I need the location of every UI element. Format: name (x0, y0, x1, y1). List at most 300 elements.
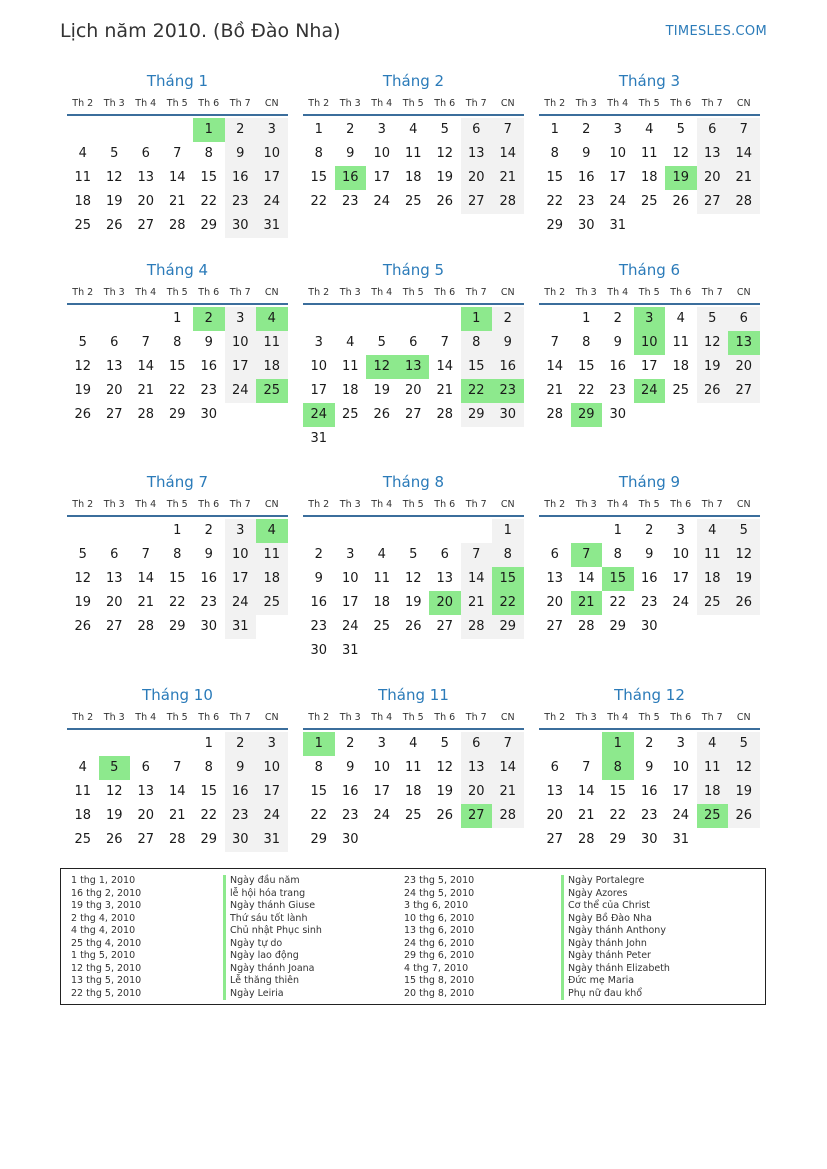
day-cell[interactable]: 27 (404, 407, 422, 422)
day-cell[interactable]: 21 (436, 383, 454, 398)
day-cell[interactable]: 28 (168, 218, 186, 233)
day-cell[interactable]: 11 (256, 331, 288, 355)
day-cell[interactable]: 9 (204, 335, 213, 350)
day-cell[interactable]: 17 (341, 595, 359, 610)
day-cell[interactable]: 7 (173, 146, 182, 161)
day-cell[interactable]: 18 (404, 170, 422, 185)
day-cell[interactable]: 7 (141, 335, 150, 350)
day-cell[interactable]: 11 (697, 543, 729, 567)
day-cell[interactable]: 9 (645, 760, 654, 775)
day-cell[interactable]: 9 (225, 142, 257, 166)
day-cell[interactable]: 14 (492, 756, 524, 780)
day-cell[interactable]: 14 (168, 784, 186, 799)
day-cell[interactable]: 16 (225, 166, 257, 190)
day-cell[interactable]: 14 (168, 170, 186, 185)
day-cell[interactable]: 2 (225, 118, 257, 142)
day-cell[interactable]: 22 (609, 808, 627, 823)
day-cell[interactable]: 12 (697, 331, 729, 355)
day-cell[interactable]: 12 (728, 756, 760, 780)
day-cell[interactable]: 31 (225, 615, 257, 639)
holiday-day-cell[interactable]: 12 (366, 355, 398, 379)
day-cell[interactable]: 19 (697, 355, 729, 379)
day-cell[interactable]: 27 (728, 379, 760, 403)
day-cell[interactable]: 8 (204, 146, 213, 161)
day-cell[interactable]: 8 (173, 335, 182, 350)
day-cell[interactable]: 29 (310, 832, 328, 847)
day-cell[interactable]: 23 (640, 808, 658, 823)
day-cell[interactable]: 22 (310, 194, 328, 209)
day-cell[interactable]: 8 (204, 760, 213, 775)
day-cell[interactable]: 30 (640, 832, 658, 847)
day-cell[interactable]: 15 (200, 170, 218, 185)
day-cell[interactable]: 20 (105, 595, 123, 610)
day-cell[interactable]: 17 (256, 780, 288, 804)
day-cell[interactable]: 30 (341, 832, 359, 847)
day-cell[interactable]: 30 (200, 407, 218, 422)
day-cell[interactable]: 22 (168, 595, 186, 610)
day-cell[interactable]: 27 (105, 619, 123, 634)
holiday-day-cell[interactable]: 29 (571, 403, 603, 427)
day-cell[interactable]: 8 (461, 331, 493, 355)
day-cell[interactable]: 13 (546, 784, 564, 799)
day-cell[interactable]: 9 (346, 146, 355, 161)
day-cell[interactable]: 19 (105, 808, 123, 823)
day-cell[interactable]: 21 (492, 166, 524, 190)
day-cell[interactable]: 6 (697, 118, 729, 142)
day-cell[interactable]: 28 (436, 407, 454, 422)
day-cell[interactable]: 5 (440, 736, 449, 751)
day-cell[interactable]: 3 (377, 122, 386, 137)
holiday-day-cell[interactable]: 25 (256, 379, 288, 403)
day-cell[interactable]: 2 (613, 311, 622, 326)
day-cell[interactable]: 12 (105, 784, 123, 799)
day-cell[interactable]: 19 (728, 780, 760, 804)
day-cell[interactable]: 3 (314, 335, 323, 350)
day-cell[interactable]: 1 (204, 736, 213, 751)
day-cell[interactable]: 4 (346, 335, 355, 350)
day-cell[interactable]: 11 (74, 170, 92, 185)
day-cell[interactable]: 17 (640, 359, 658, 374)
day-cell[interactable]: 10 (373, 760, 391, 775)
day-cell[interactable]: 10 (256, 142, 288, 166)
day-cell[interactable]: 22 (200, 194, 218, 209)
day-cell[interactable]: 27 (137, 218, 155, 233)
day-cell[interactable]: 28 (546, 407, 564, 422)
day-cell[interactable]: 11 (697, 756, 729, 780)
day-cell[interactable]: 1 (582, 311, 591, 326)
day-cell[interactable]: 2 (346, 122, 355, 137)
day-cell[interactable]: 7 (582, 760, 591, 775)
day-cell[interactable]: 21 (546, 383, 564, 398)
day-cell[interactable]: 21 (577, 808, 595, 823)
day-cell[interactable]: 9 (346, 760, 355, 775)
day-cell[interactable]: 24 (341, 619, 359, 634)
day-cell[interactable]: 23 (310, 619, 328, 634)
day-cell[interactable]: 3 (676, 523, 685, 538)
day-cell[interactable]: 9 (204, 547, 213, 562)
day-cell[interactable]: 23 (225, 804, 257, 828)
day-cell[interactable]: 20 (137, 808, 155, 823)
day-cell[interactable]: 5 (676, 122, 685, 137)
day-cell[interactable]: 19 (404, 595, 422, 610)
day-cell[interactable]: 4 (676, 311, 685, 326)
day-cell[interactable]: 13 (461, 142, 493, 166)
day-cell[interactable]: 2 (204, 523, 213, 538)
day-cell[interactable]: 14 (728, 142, 760, 166)
holiday-day-cell[interactable]: 20 (429, 591, 461, 615)
day-cell[interactable]: 16 (640, 784, 658, 799)
day-cell[interactable]: 5 (78, 547, 87, 562)
day-cell[interactable]: 29 (200, 218, 218, 233)
day-cell[interactable]: 25 (74, 832, 92, 847)
day-cell[interactable]: 10 (256, 756, 288, 780)
day-cell[interactable]: 25 (672, 383, 690, 398)
day-cell[interactable]: 1 (314, 122, 323, 137)
day-cell[interactable]: 4 (697, 519, 729, 543)
day-cell[interactable]: 6 (550, 760, 559, 775)
day-cell[interactable]: 15 (310, 784, 328, 799)
day-cell[interactable]: 13 (137, 170, 155, 185)
day-cell[interactable]: 19 (74, 595, 92, 610)
day-cell[interactable]: 16 (492, 355, 524, 379)
day-cell[interactable]: 24 (373, 194, 391, 209)
day-cell[interactable]: 23 (640, 595, 658, 610)
day-cell[interactable]: 20 (461, 780, 493, 804)
day-cell[interactable]: 10 (609, 146, 627, 161)
day-cell[interactable]: 23 (609, 383, 627, 398)
day-cell[interactable]: 20 (461, 166, 493, 190)
day-cell[interactable]: 27 (137, 832, 155, 847)
day-cell[interactable]: 3 (613, 122, 622, 137)
day-cell[interactable]: 14 (577, 571, 595, 586)
day-cell[interactable]: 6 (141, 146, 150, 161)
day-cell[interactable]: 4 (697, 732, 729, 756)
holiday-day-cell[interactable]: 22 (492, 591, 524, 615)
day-cell[interactable]: 3 (346, 547, 355, 562)
day-cell[interactable]: 28 (577, 832, 595, 847)
day-cell[interactable]: 14 (137, 571, 155, 586)
holiday-day-cell[interactable]: 4 (256, 519, 288, 543)
day-cell[interactable]: 30 (200, 619, 218, 634)
holiday-day-cell[interactable]: 1 (193, 118, 225, 142)
day-cell[interactable]: 24 (672, 595, 690, 610)
day-cell[interactable]: 21 (728, 166, 760, 190)
day-cell[interactable]: 9 (225, 756, 257, 780)
day-cell[interactable]: 17 (373, 170, 391, 185)
day-cell[interactable]: 19 (436, 784, 454, 799)
day-cell[interactable]: 26 (436, 194, 454, 209)
day-cell[interactable]: 25 (74, 218, 92, 233)
day-cell[interactable]: 29 (200, 832, 218, 847)
day-cell[interactable]: 13 (546, 571, 564, 586)
day-cell[interactable]: 26 (672, 194, 690, 209)
day-cell[interactable]: 28 (728, 190, 760, 214)
day-cell[interactable]: 24 (225, 379, 257, 403)
day-cell[interactable]: 8 (173, 547, 182, 562)
day-cell[interactable]: 28 (492, 190, 524, 214)
day-cell[interactable]: 9 (645, 547, 654, 562)
day-cell[interactable]: 11 (404, 146, 422, 161)
day-cell[interactable]: 20 (546, 808, 564, 823)
day-cell[interactable]: 25 (341, 407, 359, 422)
day-cell[interactable]: 25 (404, 808, 422, 823)
day-cell[interactable]: 29 (546, 218, 564, 233)
day-cell[interactable]: 21 (137, 383, 155, 398)
day-cell[interactable]: 12 (672, 146, 690, 161)
day-cell[interactable]: 3 (256, 732, 288, 756)
day-cell[interactable]: 7 (440, 335, 449, 350)
day-cell[interactable]: 24 (225, 591, 257, 615)
day-cell[interactable]: 23 (200, 595, 218, 610)
day-cell[interactable]: 2 (314, 547, 323, 562)
day-cell[interactable]: 18 (697, 567, 729, 591)
day-cell[interactable]: 28 (137, 619, 155, 634)
holiday-day-cell[interactable]: 8 (602, 756, 634, 780)
day-cell[interactable]: 15 (310, 170, 328, 185)
holiday-day-cell[interactable]: 7 (571, 543, 603, 567)
day-cell[interactable]: 18 (640, 170, 658, 185)
day-cell[interactable]: 18 (373, 595, 391, 610)
day-cell[interactable]: 29 (168, 407, 186, 422)
day-cell[interactable]: 26 (74, 407, 92, 422)
holiday-day-cell[interactable]: 4 (256, 307, 288, 331)
day-cell[interactable]: 23 (341, 194, 359, 209)
day-cell[interactable]: 26 (436, 808, 454, 823)
day-cell[interactable]: 17 (256, 166, 288, 190)
day-cell[interactable]: 20 (728, 355, 760, 379)
day-cell[interactable]: 11 (341, 359, 359, 374)
day-cell[interactable]: 4 (78, 760, 87, 775)
holiday-day-cell[interactable]: 24 (634, 379, 666, 403)
day-cell[interactable]: 16 (200, 571, 218, 586)
holiday-day-cell[interactable]: 22 (461, 379, 493, 403)
day-cell[interactable]: 16 (225, 780, 257, 804)
day-cell[interactable]: 25 (373, 619, 391, 634)
day-cell[interactable]: 9 (613, 335, 622, 350)
day-cell[interactable]: 16 (609, 359, 627, 374)
day-cell[interactable]: 14 (436, 359, 454, 374)
day-cell[interactable]: 14 (492, 142, 524, 166)
holiday-day-cell[interactable]: 13 (728, 331, 760, 355)
day-cell[interactable]: 4 (409, 122, 418, 137)
day-cell[interactable]: 3 (225, 519, 257, 543)
day-cell[interactable]: 11 (256, 543, 288, 567)
day-cell[interactable]: 17 (225, 567, 257, 591)
day-cell[interactable]: 10 (341, 571, 359, 586)
day-cell[interactable]: 9 (582, 146, 591, 161)
day-cell[interactable]: 10 (225, 543, 257, 567)
day-cell[interactable]: 20 (137, 194, 155, 209)
holiday-day-cell[interactable]: 21 (571, 591, 603, 615)
day-cell[interactable]: 26 (74, 619, 92, 634)
day-cell[interactable]: 24 (373, 808, 391, 823)
day-cell[interactable]: 15 (168, 571, 186, 586)
day-cell[interactable]: 31 (256, 828, 288, 852)
day-cell[interactable]: 7 (173, 760, 182, 775)
day-cell[interactable]: 31 (609, 218, 627, 233)
holiday-day-cell[interactable]: 27 (461, 804, 493, 828)
day-cell[interactable]: 9 (314, 571, 323, 586)
day-cell[interactable]: 26 (404, 619, 422, 634)
day-cell[interactable]: 11 (640, 146, 658, 161)
day-cell[interactable]: 25 (256, 591, 288, 615)
day-cell[interactable]: 19 (373, 383, 391, 398)
day-cell[interactable]: 4 (409, 736, 418, 751)
day-cell[interactable]: 24 (609, 194, 627, 209)
day-cell[interactable]: 15 (200, 784, 218, 799)
day-cell[interactable]: 23 (577, 194, 595, 209)
day-cell[interactable]: 8 (613, 547, 622, 562)
day-cell[interactable]: 30 (492, 403, 524, 427)
day-cell[interactable]: 8 (492, 543, 524, 567)
day-cell[interactable]: 13 (105, 571, 123, 586)
day-cell[interactable]: 21 (492, 780, 524, 804)
day-cell[interactable]: 12 (74, 359, 92, 374)
day-cell[interactable]: 7 (550, 335, 559, 350)
day-cell[interactable]: 14 (461, 567, 493, 591)
day-cell[interactable]: 26 (373, 407, 391, 422)
site-logo[interactable]: TIMESLES.COM (665, 24, 767, 39)
day-cell[interactable]: 27 (105, 407, 123, 422)
day-cell[interactable]: 11 (672, 335, 690, 350)
day-cell[interactable]: 5 (78, 335, 87, 350)
day-cell[interactable]: 2 (492, 307, 524, 331)
day-cell[interactable]: 3 (225, 307, 257, 331)
day-cell[interactable]: 31 (341, 643, 359, 658)
day-cell[interactable]: 12 (404, 571, 422, 586)
day-cell[interactable]: 6 (141, 760, 150, 775)
day-cell[interactable]: 9 (492, 331, 524, 355)
day-cell[interactable]: 1 (550, 122, 559, 137)
holiday-day-cell[interactable]: 5 (99, 756, 131, 780)
day-cell[interactable]: 22 (310, 808, 328, 823)
day-cell[interactable]: 30 (577, 218, 595, 233)
day-cell[interactable]: 27 (461, 190, 493, 214)
day-cell[interactable]: 15 (546, 170, 564, 185)
day-cell[interactable]: 10 (672, 760, 690, 775)
day-cell[interactable]: 29 (609, 832, 627, 847)
day-cell[interactable]: 31 (310, 431, 328, 446)
day-cell[interactable]: 20 (697, 166, 729, 190)
holiday-day-cell[interactable]: 24 (303, 403, 335, 427)
day-cell[interactable]: 5 (728, 732, 760, 756)
day-cell[interactable]: 1 (173, 311, 182, 326)
day-cell[interactable]: 14 (137, 359, 155, 374)
day-cell[interactable]: 11 (404, 760, 422, 775)
day-cell[interactable]: 14 (577, 784, 595, 799)
day-cell[interactable]: 31 (256, 214, 288, 238)
day-cell[interactable]: 1 (173, 523, 182, 538)
day-cell[interactable]: 24 (256, 190, 288, 214)
day-cell[interactable]: 12 (436, 146, 454, 161)
day-cell[interactable]: 8 (314, 760, 323, 775)
day-cell[interactable]: 21 (168, 194, 186, 209)
day-cell[interactable]: 12 (728, 543, 760, 567)
day-cell[interactable]: 12 (74, 571, 92, 586)
day-cell[interactable]: 21 (461, 591, 493, 615)
day-cell[interactable]: 10 (310, 359, 328, 374)
day-cell[interactable]: 30 (640, 619, 658, 634)
holiday-day-cell[interactable]: 1 (602, 732, 634, 756)
day-cell[interactable]: 10 (373, 146, 391, 161)
day-cell[interactable]: 21 (168, 808, 186, 823)
day-cell[interactable]: 13 (697, 142, 729, 166)
day-cell[interactable]: 23 (341, 808, 359, 823)
day-cell[interactable]: 18 (697, 780, 729, 804)
day-cell[interactable]: 20 (546, 595, 564, 610)
day-cell[interactable]: 4 (78, 146, 87, 161)
day-cell[interactable]: 3 (377, 736, 386, 751)
day-cell[interactable]: 3 (676, 736, 685, 751)
day-cell[interactable]: 15 (168, 359, 186, 374)
day-cell[interactable]: 2 (645, 523, 654, 538)
day-cell[interactable]: 17 (672, 571, 690, 586)
day-cell[interactable]: 22 (168, 383, 186, 398)
day-cell[interactable]: 22 (200, 808, 218, 823)
day-cell[interactable]: 25 (697, 591, 729, 615)
day-cell[interactable]: 19 (728, 567, 760, 591)
day-cell[interactable]: 3 (256, 118, 288, 142)
day-cell[interactable]: 20 (404, 383, 422, 398)
day-cell[interactable]: 14 (546, 359, 564, 374)
holiday-day-cell[interactable]: 13 (398, 355, 430, 379)
day-cell[interactable]: 18 (404, 784, 422, 799)
day-cell[interactable]: 18 (341, 383, 359, 398)
holiday-day-cell[interactable]: 16 (335, 166, 367, 190)
day-cell[interactable]: 5 (377, 335, 386, 350)
day-cell[interactable]: 6 (409, 335, 418, 350)
day-cell[interactable]: 8 (550, 146, 559, 161)
holiday-day-cell[interactable]: 1 (303, 732, 335, 756)
day-cell[interactable]: 18 (74, 808, 92, 823)
day-cell[interactable]: 12 (105, 170, 123, 185)
day-cell[interactable]: 1 (613, 523, 622, 538)
day-cell[interactable]: 17 (225, 355, 257, 379)
day-cell[interactable]: 6 (728, 307, 760, 331)
day-cell[interactable]: 28 (168, 832, 186, 847)
day-cell[interactable]: 2 (346, 736, 355, 751)
day-cell[interactable]: 10 (225, 331, 257, 355)
day-cell[interactable]: 29 (461, 403, 493, 427)
day-cell[interactable]: 30 (225, 828, 257, 852)
day-cell[interactable]: 27 (436, 619, 454, 634)
day-cell[interactable]: 6 (110, 547, 119, 562)
day-cell[interactable]: 19 (105, 194, 123, 209)
day-cell[interactable]: 17 (672, 784, 690, 799)
day-cell[interactable]: 25 (404, 194, 422, 209)
day-cell[interactable]: 6 (440, 547, 449, 562)
day-cell[interactable]: 26 (728, 591, 760, 615)
day-cell[interactable]: 13 (461, 756, 493, 780)
holiday-day-cell[interactable]: 10 (634, 331, 666, 355)
day-cell[interactable]: 6 (461, 732, 493, 756)
day-cell[interactable]: 2 (582, 122, 591, 137)
day-cell[interactable]: 17 (373, 784, 391, 799)
day-cell[interactable]: 13 (105, 359, 123, 374)
day-cell[interactable]: 28 (137, 407, 155, 422)
day-cell[interactable]: 17 (310, 383, 328, 398)
day-cell[interactable]: 18 (256, 567, 288, 591)
day-cell[interactable]: 19 (436, 170, 454, 185)
holiday-day-cell[interactable]: 23 (492, 379, 524, 403)
day-cell[interactable]: 25 (640, 194, 658, 209)
day-cell[interactable]: 23 (200, 383, 218, 398)
day-cell[interactable]: 26 (697, 379, 729, 403)
day-cell[interactable]: 29 (492, 615, 524, 639)
day-cell[interactable]: 5 (440, 122, 449, 137)
day-cell[interactable]: 11 (74, 784, 92, 799)
day-cell[interactable]: 22 (577, 383, 595, 398)
